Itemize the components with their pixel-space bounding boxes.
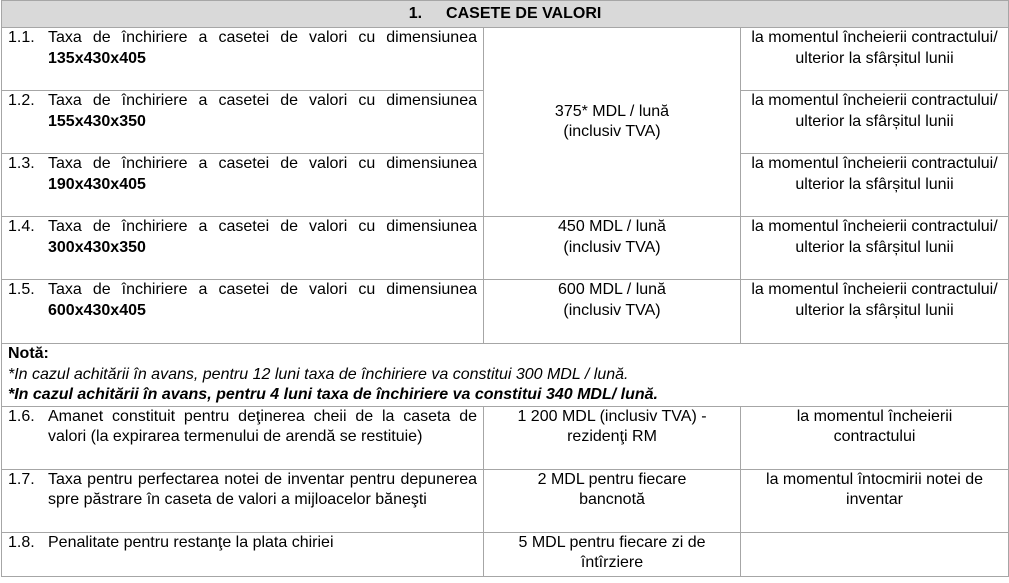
- price-value: 2 MDL pentru fiecare bancnotă: [537, 470, 687, 508]
- item-number: 1.1.: [8, 29, 35, 46]
- price-cell: [484, 280, 741, 344]
- table-row: [2, 469, 1009, 532]
- price-value: 600 MDL / lună (inclusiv TVA): [558, 281, 666, 319]
- item-dimension: 190x430x405: [48, 175, 146, 193]
- item-description: Penalitate pentru restanţe la plata chiriei: [48, 533, 334, 551]
- payment-term-cell: [741, 532, 1009, 576]
- section-title: CASETE DE VALORI: [446, 4, 602, 22]
- note-row: [2, 344, 1009, 407]
- description-cell: [2, 469, 484, 532]
- note-cell: [2, 344, 1009, 407]
- table-row: [2, 28, 1009, 91]
- description-cell: [2, 532, 484, 576]
- price-cell: [484, 532, 741, 576]
- item-text: Taxa de închiriere a casetei de valori cu dimensiunea: [48, 155, 477, 172]
- table-row: [2, 406, 1009, 469]
- price-cell: [484, 469, 741, 532]
- payment-term-cell: la momentul încheierii contractului/ ulterior la sfârșitul lunii: [741, 217, 1009, 280]
- payment-term-cell: [741, 406, 1009, 469]
- item-number: 1.4.: [8, 218, 35, 235]
- description-cell: [2, 217, 484, 280]
- table-row: [2, 280, 1009, 344]
- note-line-1: *In cazul achitării în avans, pentru 12 luni taxa de închiriere va constitui 300 MDL / lună.: [8, 365, 629, 383]
- note-title: Notă:: [8, 345, 49, 362]
- merged-price: 375* MDL / lună (inclusiv TVA): [554, 102, 670, 140]
- item-description: [48, 217, 477, 258]
- payment-term-cell: la momentul încheierii contractului/ ulterior la sfârșitul lunii: [741, 280, 1009, 344]
- description-cell: [2, 406, 484, 469]
- item-text: Taxa de închiriere a casetei de valori cu dimensiunea: [48, 29, 477, 46]
- section-header: [2, 1, 1009, 28]
- payment-term-cell: la momentul încheierii contractului/ ulterior la sfârșitul lunii: [741, 28, 1009, 91]
- description-cell: [2, 154, 484, 217]
- item-description: [48, 154, 477, 195]
- description-cell: [2, 91, 484, 154]
- item-description: [48, 280, 477, 321]
- item-text: Taxa de închiriere a casetei de valori cu dimensiunea: [48, 281, 477, 298]
- item-number: 1.6.: [8, 407, 35, 425]
- item-number: 1.8.: [8, 533, 35, 551]
- section-number: 1.: [408, 4, 423, 22]
- item-dimension: 155x430x350: [48, 112, 146, 130]
- description-cell: [2, 280, 484, 344]
- table-row: [2, 217, 1009, 280]
- item-dimension: 135x430x405: [48, 49, 146, 67]
- section-header-row: [2, 1, 1009, 28]
- price-value: 5 MDL pentru fiecare zi de întîrziere: [518, 533, 706, 571]
- price-cell-merged: [484, 28, 741, 217]
- payment-term-text: la momentul încheierii contractului: [796, 407, 953, 445]
- item-description: [48, 91, 477, 132]
- payment-term-cell: la momentul încheierii contractului/ ulterior la sfârșitul lunii: [741, 154, 1009, 217]
- payment-term-cell: la momentul întocmirii notei de inventar: [741, 469, 1009, 532]
- price-cell: 1 200 MDL (inclusiv TVA) - rezidenţi RM: [484, 406, 741, 469]
- item-description: Amanet constituit pentru deţinerea cheii de la caseta de valori (la expirarea termenului de arendă se restituie): [48, 407, 477, 445]
- item-text: Taxa de închiriere a casetei de valori cu dimensiunea: [48, 92, 477, 109]
- price-value: 450 MDL / lună (inclusiv TVA): [558, 218, 666, 256]
- item-description: Taxa pentru perfectarea notei de inventar pentru depunerea spre păstrare în caseta de valori a mijloacelor băneşti: [48, 470, 477, 508]
- item-dimension: 300x430x350: [48, 238, 146, 256]
- item-description: [48, 28, 477, 69]
- note-line-2: *In cazul achitării în avans, pentru 4 luni taxa de închiriere va constitui 340 MDL/ lună.: [8, 386, 658, 403]
- item-number: 1.2.: [8, 92, 35, 109]
- table-row: [2, 532, 1009, 576]
- price-cell: [484, 217, 741, 280]
- item-dimension: 600x430x405: [48, 301, 146, 319]
- description-cell: [2, 28, 484, 91]
- fees-table: [1, 0, 1009, 577]
- item-number: 1.5.: [8, 281, 35, 298]
- item-text: Taxa de închiriere a casetei de valori cu dimensiunea: [48, 218, 477, 235]
- payment-term-cell: la momentul încheierii contractului/ ulterior la sfârșitul lunii: [741, 91, 1009, 154]
- item-number: 1.7.: [8, 470, 35, 488]
- item-number: 1.3.: [8, 155, 35, 172]
